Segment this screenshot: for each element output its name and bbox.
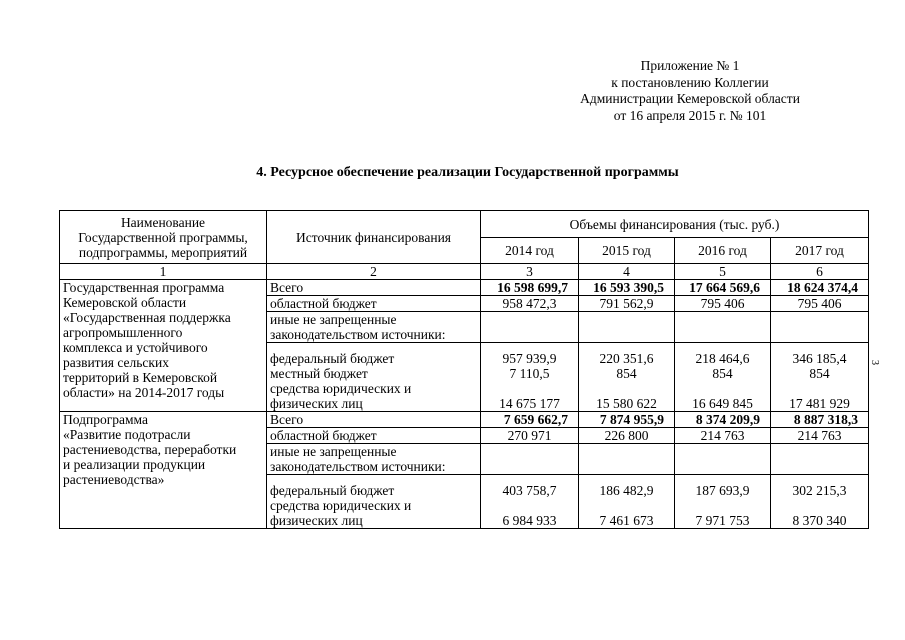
header-year-2016: 2016 год [675, 238, 771, 264]
empty-cell [481, 444, 579, 475]
annex-block [560, 58, 820, 124]
col-number: 2 [267, 264, 481, 280]
regional-value: 795 406 [771, 296, 869, 312]
financing-table [59, 210, 869, 529]
source-other-heading: иные не запрещенные законодательством источники: [267, 312, 481, 343]
annex-line-2: к постановлению Коллегии [611, 74, 769, 90]
total-value: 7 659 662,7 [481, 412, 579, 428]
empty-cell [481, 312, 579, 343]
other-values-2015: 186 482,9 7 461 673 [579, 475, 675, 529]
empty-cell [579, 444, 675, 475]
other-values-2017: 346 185,4 854 17 481 929 [771, 343, 869, 412]
annex-line-3: Администрации Кемеровской области [580, 91, 800, 106]
other-values-2014: 403 758,7 6 984 933 [481, 475, 579, 529]
total-value: 18 624 374,4 [771, 280, 869, 296]
regional-value: 958 472,3 [481, 296, 579, 312]
empty-cell [675, 444, 771, 475]
empty-cell [771, 312, 869, 343]
source-regional: областной бюджет [267, 428, 481, 444]
regional-value: 214 763 [771, 428, 869, 444]
source-total: Всего [267, 412, 481, 428]
empty-cell [675, 312, 771, 343]
source-total: Всего [267, 280, 481, 296]
source-other-list: федеральный бюджет местный бюджет средства юридических и физических лиц [267, 343, 481, 412]
header-year-2017: 2017 год [771, 238, 869, 264]
col-number: 6 [771, 264, 869, 280]
header-year-2015: 2015 год [579, 238, 675, 264]
total-value: 7 874 955,9 [579, 412, 675, 428]
section-heading: 4. Ресурсное обеспечение реализации Государственной программы [256, 165, 679, 180]
regional-value: 791 562,9 [579, 296, 675, 312]
regional-value: 226 800 [579, 428, 675, 444]
col-number: 4 [579, 264, 675, 280]
other-values-2016: 187 693,9 7 971 753 [675, 475, 771, 529]
total-value: 16 598 699,7 [481, 280, 579, 296]
header-name-cell: Наименование Государственной программы, подпрограммы, мероприятий [60, 211, 267, 264]
page-number: 3 [869, 360, 880, 365]
empty-cell [771, 444, 869, 475]
other-values-2017: 302 215,3 8 370 340 [771, 475, 869, 529]
col-number: 1 [60, 264, 267, 280]
program-name-cell: Государственная программа Кемеровской области «Государственная поддержка агропромышленного комплекса и устойчивого развития сельских территорий в Кемеровской области» на 2014-2017 годы [60, 280, 267, 412]
total-value: 17 664 569,6 [675, 280, 771, 296]
empty-cell [579, 312, 675, 343]
regional-value: 214 763 [675, 428, 771, 444]
total-value: 16 593 390,5 [579, 280, 675, 296]
annex-line-4: от 16 апреля 2015 г. № 101 [613, 107, 767, 123]
header-source-cell: Источник финансирования [267, 211, 481, 264]
source-other-heading: иные не запрещенные законодательством источники: [267, 444, 481, 475]
other-values-2016: 218 464,6 854 16 649 845 [675, 343, 771, 412]
regional-value: 795 406 [675, 296, 771, 312]
total-value: 8 374 209,9 [675, 412, 771, 428]
col-number: 3 [481, 264, 579, 280]
other-values-2015: 220 351,6 854 15 580 622 [579, 343, 675, 412]
source-regional: областной бюджет [267, 296, 481, 312]
header-year-2014: 2014 год [481, 238, 579, 264]
other-values-2014: 957 939,9 7 110,5 14 675 177 [481, 343, 579, 412]
subprogram-name-cell: Подпрограмма «Развитие подотрасли растениеводства, переработки и реализации продукции растениеводства» [60, 412, 267, 529]
total-value: 8 887 318,3 [771, 412, 869, 428]
regional-value: 270 971 [481, 428, 579, 444]
annex-line-1: Приложение № 1 [640, 58, 740, 73]
source-other-list: федеральный бюджет средства юридических и физических лиц [267, 475, 481, 529]
header-volumes-cell: Объемы финансирования (тыс. руб.) [481, 211, 869, 238]
col-number: 5 [675, 264, 771, 280]
